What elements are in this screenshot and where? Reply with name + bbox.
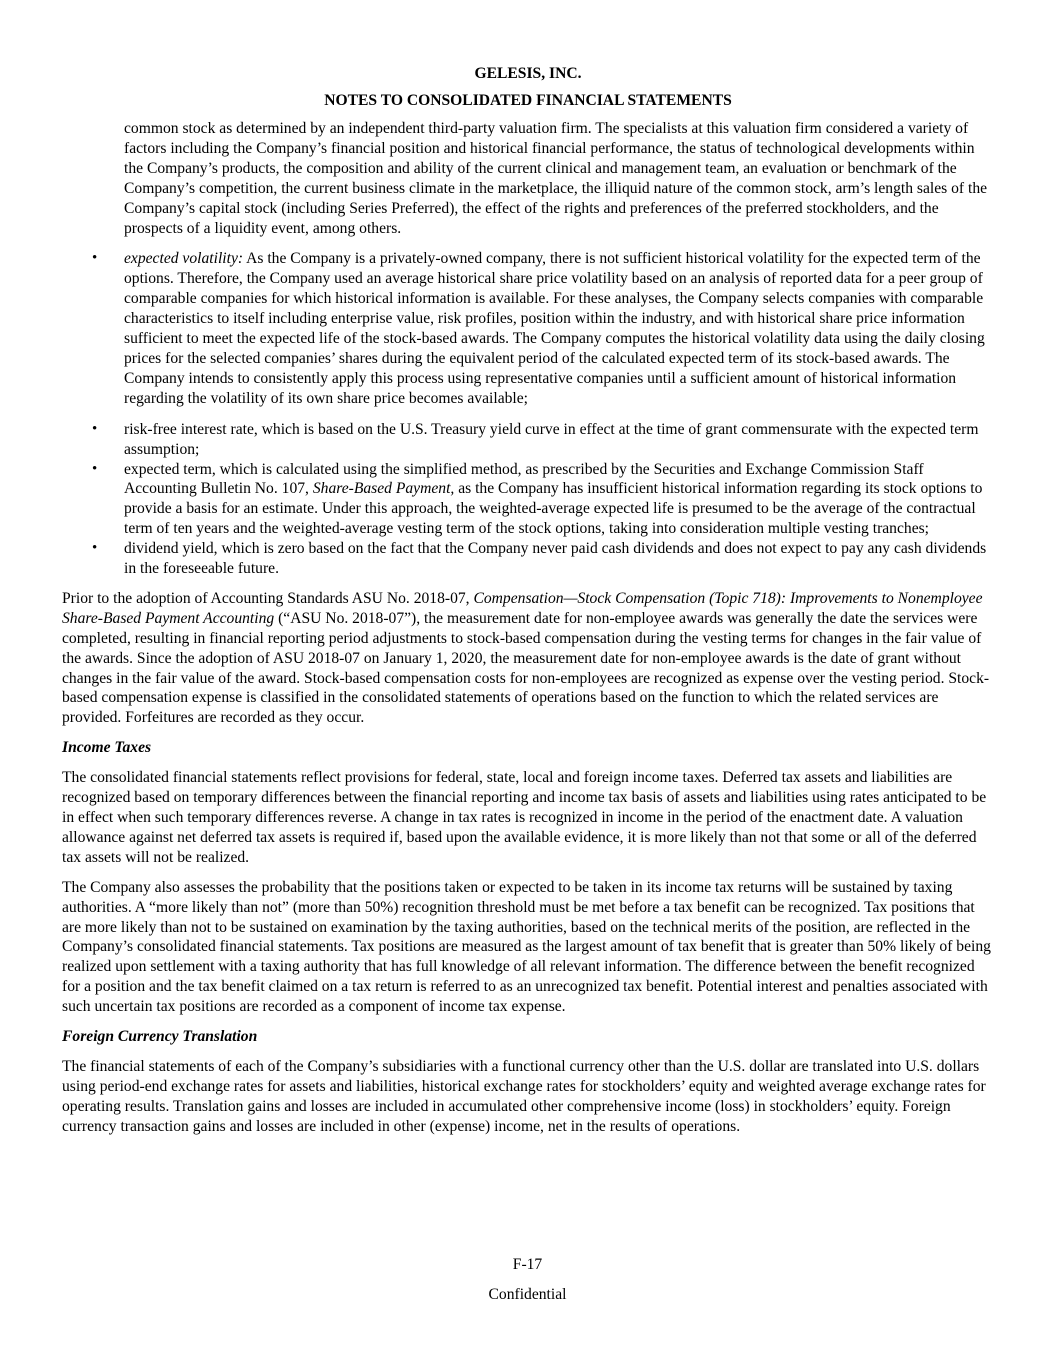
income-taxes-paragraph-1: The consolidated financial statements reflect provisions for federal, state, local and foreign income taxes. Deferred tax assets and liabilities are recognized based on temporary differences between the financial reporting and income tax basis of assets and liabilities using rates anticipated to be in effect when such temporary differences reverse. A change in tax rates is recognized in income in the period of the enactment date. A valuation allowance against net deferred tax assets is required if, based upon the available evidence, it is more likely than not that some or all of the deferred tax assets will not be realized.	[62, 769, 987, 866]
income-taxes-paragraph-2: The Company also assesses the probability that the positions taken or expected to be taken in its income tax returns will be sustained by taxing authorities. A “more likely than not” (more than 50%) recognition threshold must be met before a tax benefit can be recognized. Tax positions that are more likely than not to be sustained on examination by the taxing authorities, based on the technical merits of the position, are reflected in the Company’s consolidated financial statements. Tax positions are measured as the largest amount of tax benefit that is greater than 50% likely of being realized upon settlement with a taxing authority that has full knowledge of all relevant information. The difference between the benefit recognized for a position and the tax benefit claimed on a tax return is referred to as an unrecognized tax benefit. Potential interest and penalties associated with such uncertain tax positions are recorded as a component of income tax expense.	[62, 878, 991, 1016]
bullet-lead-term: expected volatility:	[124, 250, 244, 268]
continuation-paragraph: common stock as determined by an independent third-party valuation firm. The specialists at this valuation firm considered a variety of factors including the Company’s financial position and historical financial performance, the status of technological developments within the Company’s products, the composition and ability of the current clinical and management team, an evaluation or benchmark of the Company’s competition, the current business climate in the marketplace, the illiquid nature of the common stock, arm’s length sales of the Company’s capital stock (including Series Preferred), the effect of the rights and preferences of the preferred stockholders, and the prospects of a liquidity event, among others.	[124, 120, 988, 237]
foreign-currency-paragraph: The financial statements of each of the Company’s subsidiaries with a functional currency other than the U.S. dollar are translated into U.S. dollars using period-end exchange rates for assets and liabilities, historical exchange rates for stockholders’ equity and weighted average exchange rates for operating results. Translation gains and losses are included in accumulated other comprehensive income (loss) in stockholders’ equity. Foreign currency transaction gains and losses are included in other (expense) income, net in the results of operations.	[62, 1057, 986, 1135]
asu-paragraph	[62, 589, 994, 728]
bullet-text: dividend yield, which is zero based on the fact that the Company never paid cash dividends and does not expect to pay any cash dividends in the foreseeable future.	[124, 540, 987, 578]
list-item-risk-free-rate	[62, 420, 994, 460]
list-item-expected-term	[62, 460, 994, 540]
section-heading-income-taxes: Income Taxes	[62, 739, 152, 757]
bullet-italic-term: Share-Based Payment,	[312, 480, 455, 498]
company-name: GELESIS, INC.	[474, 65, 582, 82]
document-title: NOTES TO CONSOLIDATED FINANCIAL STATEMENTS	[324, 92, 732, 109]
bullet-text: risk-free interest rate, which is based on the U.S. Treasury yield curve in effect at the time of grant commensurate with the expected term assumption;	[124, 420, 979, 458]
bullet-text-before: expected term, which is calculated using the simplified method, as prescribed by the Securities and Exchange Commission Staff Accounting Bulletin No. 107,	[124, 460, 924, 498]
asu-text-before: Prior to the adoption of Accounting Standards ASU No. 2018-07,	[62, 589, 474, 607]
page-number: F-17	[512, 1256, 543, 1273]
asu-text-after: (“ASU No. 2018-07”), the measurement date for non-employee awards was generally the date the services were completed, resulting in financial reporting period adjustments to stock-based compensation during the vesting terms for changes in the fair value of the awards. Since the adoption of ASU 2018-07 on January 1, 2020, the measurement date for non-employee awards is the date of grant without changes in the fair value of the award. Stock-based compensation costs for non-employees are recognized as expense over the vesting period. Stock-based compensation expense is classified in the consolidated statements of operations based on the function to which the related services are provided. Forfeitures are recorded as they occur.	[62, 609, 990, 727]
list-item-dividend-yield	[62, 539, 994, 579]
section-heading-foreign-currency: Foreign Currency Translation	[62, 1028, 258, 1046]
list-item-expected-volatility	[62, 249, 994, 408]
confidential-label: Confidential	[488, 1286, 567, 1303]
assumptions-list	[62, 249, 994, 579]
bullet-text-after: as the Company has insufficient historical information regarding its stock options to provide a basis for an estimate. Under this approach, the weighted-average expected life is presumed to be the average of the contractual term of ten years and the weighted-average vesting term of the stock options, taking into consideration multiple vesting tranches;	[124, 480, 983, 538]
asu-italic-title: Compensation—Stock Compensation (Topic 718): Improvements to Nonemployee Share-Based Payment Accounting	[62, 589, 983, 627]
document-page	[62, 62, 994, 1137]
bullet-text: As the Company is a privately-owned company, there is not sufficient historical volatility for the expected term of the options. Therefore, the Company used an average historical share price volatility based on an analysis of reported data for a peer group of comparable companies for which historical information is available. For these analyses, the Company selects companies with comparable characteristics to itself including enterprise value, risk profiles, position within the industry, and with historical share price information sufficient to meet the expected life of the stock-based awards. The Company computes the historical volatility data using the daily closing prices for the selected companies’ shares during the equivalent period of the calculated expected term of its stock-based awards. The Company intends to consistently apply this process using representative companies until a sufficient amount of historical information regarding the volatility of its own share price becomes available;	[124, 250, 985, 407]
